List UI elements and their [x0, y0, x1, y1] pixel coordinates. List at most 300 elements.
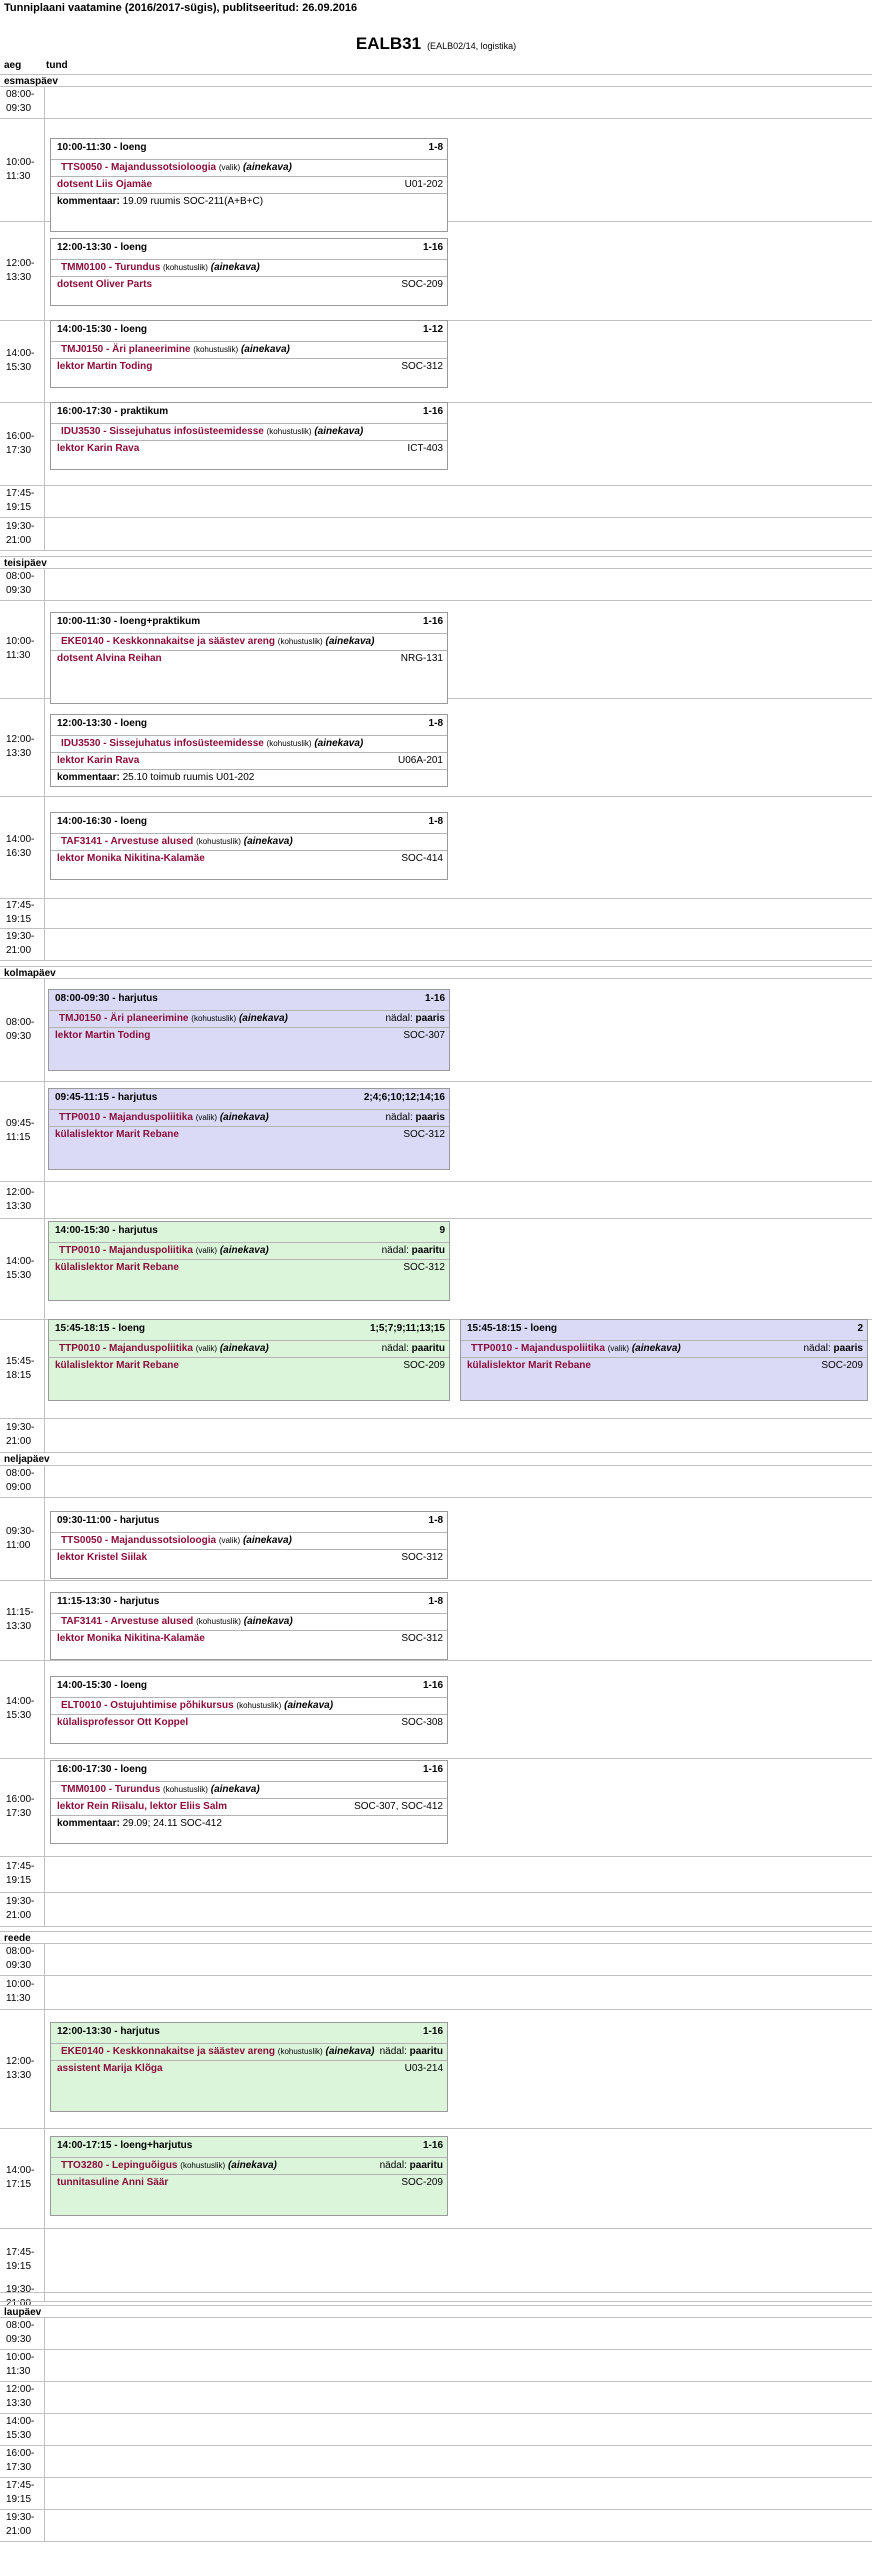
- room-label: U06A-201: [397, 755, 443, 766]
- teacher-link[interactable]: lektor Monika Nikitina-Kalamäe: [57, 853, 205, 864]
- subject-kind: (kohustuslik): [193, 345, 239, 354]
- day-label: esmaspäev: [4, 76, 58, 87]
- teacher-link[interactable]: lektor Martin Toding: [57, 361, 153, 372]
- lesson-header: 09:45-11:15 - harjutus 2;4;6;10;12;14;16: [49, 1089, 449, 1107]
- slot-divider: [0, 2009, 872, 2010]
- day-divider: [0, 1931, 872, 1932]
- room-label: SOC-308: [401, 1717, 443, 1728]
- lesson-card[interactable]: [50, 1760, 448, 1844]
- slot-divider: [0, 2301, 872, 2302]
- teacher-row: [51, 752, 447, 769]
- subject-link[interactable]: IDU3530 - Sissejuhatus infosüsteemidesse: [61, 738, 264, 749]
- subject-kind: (valik): [195, 1246, 218, 1255]
- slot-divider: [0, 2228, 872, 2229]
- lesson-groups: 1-16: [422, 2140, 443, 2151]
- time-slot-label: 14:00- 15:30: [6, 1255, 35, 1281]
- slot-divider: [0, 1926, 872, 1927]
- teacher-row: [51, 1549, 447, 1566]
- time-slot-label: 08:00- 09:30: [6, 89, 35, 114]
- group-name: EALB31: [355, 34, 422, 53]
- curriculum-link[interactable]: (ainekava): [219, 1343, 269, 1354]
- time-column-divider: [44, 1943, 45, 2301]
- lesson-card[interactable]: [50, 714, 448, 787]
- slot-divider: [0, 1943, 872, 1944]
- lesson-card[interactable]: [48, 989, 450, 1071]
- week-parity: nädal: paaris: [385, 1112, 445, 1123]
- room-label: SOC-209: [401, 2177, 443, 2188]
- curriculum-link[interactable]: (ainekava): [325, 636, 375, 647]
- comment-row: [51, 769, 447, 786]
- week-parity-value: paaris: [833, 1343, 863, 1354]
- room-label: SOC-414: [401, 853, 443, 864]
- time-column-divider: [44, 2317, 45, 2541]
- subject-link[interactable]: TTP0010 - Majanduspoliitika: [59, 1112, 193, 1123]
- week-parity: nädal: paaritu: [379, 2046, 443, 2057]
- time-slot-label: 17:45- 19:15: [6, 900, 35, 925]
- room-label: SOC-312: [401, 361, 443, 372]
- slot-divider: [0, 796, 872, 797]
- subject-link[interactable]: TTP0010 - Majanduspoliitika: [471, 1343, 605, 1354]
- teacher-link[interactable]: dotsent Liis Ojamäe: [57, 179, 153, 190]
- day-label: reede: [4, 1933, 31, 1944]
- time-slot-label: 09:30- 11:00: [6, 1525, 35, 1551]
- lesson-groups: 2: [857, 1323, 863, 1334]
- curriculum-link[interactable]: (ainekava): [219, 1112, 269, 1123]
- teacher-row: [51, 276, 447, 293]
- slot-divider: [0, 1758, 872, 1759]
- time-slot-label: 17:45- 19:15: [6, 1861, 35, 1886]
- subject-kind: (valik): [607, 1344, 630, 1353]
- subject-kind: (kohustuslik): [180, 2161, 226, 2170]
- lesson-groups: 1-8: [428, 1515, 443, 1526]
- lesson-groups: 1-16: [422, 2026, 443, 2037]
- lesson-groups: 2;4;6;10;12;14;16: [363, 1092, 445, 1103]
- subject-link[interactable]: TAF3141 - Arvestuse alused: [61, 836, 194, 847]
- subject-row: [51, 1697, 447, 1714]
- subject-row: [51, 341, 447, 358]
- slot-divider: [0, 2541, 872, 2542]
- time-slot-label: 19:30- 21:00: [6, 1896, 35, 1921]
- lesson-card[interactable]: [48, 1319, 450, 1401]
- week-parity: nädal: paaris: [385, 1013, 445, 1024]
- subject-row: [461, 1340, 867, 1357]
- time-slot-label: 08:00- 09:00: [6, 1468, 35, 1493]
- lesson-groups: 1-16: [422, 1764, 443, 1775]
- time-slot-label: 09:45- 11:15: [6, 1118, 35, 1143]
- day-label: laupäev: [4, 2307, 42, 2318]
- curriculum-link[interactable]: (ainekava): [243, 1616, 293, 1627]
- time-column-divider: [44, 568, 45, 960]
- teacher-row: [51, 176, 447, 193]
- teacher-row: [51, 2174, 447, 2191]
- lesson-card[interactable]: [50, 138, 448, 232]
- slot-divider: [0, 118, 872, 119]
- subject-row: [51, 2043, 447, 2060]
- slot-divider: [0, 1418, 872, 1419]
- subject-kind: (valik): [195, 1344, 218, 1353]
- week-parity-value: paaris: [415, 1112, 445, 1123]
- teacher-link[interactable]: lektor Rein Riisalu, lektor Eliis Salm: [57, 1801, 228, 1812]
- day-divider: [0, 2305, 872, 2306]
- lesson-card[interactable]: [50, 612, 448, 704]
- teacher-link[interactable]: lektor Karin Rava: [57, 755, 140, 766]
- slot-divider: [0, 1975, 872, 1976]
- slot-divider: [0, 1081, 872, 1082]
- curriculum-link[interactable]: (ainekava): [314, 738, 364, 749]
- time-slot-label: 17:45- 19:15: [6, 488, 35, 513]
- slot-divider: [0, 550, 872, 551]
- teacher-row: [51, 850, 447, 867]
- page-title: Tunniplaani vaatamine (2016/2017-sügis), publitseeritud: 26.09.2016: [4, 2, 358, 14]
- subject-link[interactable]: TMM0100 - Turundus: [61, 1784, 161, 1795]
- curriculum-link[interactable]: (ainekava): [227, 2160, 277, 2171]
- teacher-row: [49, 1027, 449, 1044]
- comment-text: 25.10 toimub ruumis U01-202: [119, 772, 255, 783]
- curriculum-link[interactable]: (ainekava): [284, 1700, 334, 1711]
- subject-link[interactable]: TMM0100 - Turundus: [61, 262, 161, 273]
- slot-divider: [0, 2128, 872, 2129]
- lesson-groups: 1-8: [428, 718, 443, 729]
- teacher-row: [51, 2060, 447, 2077]
- teacher-row: [49, 1126, 449, 1143]
- room-label: SOC-312: [403, 1262, 445, 1273]
- subject-kind: (kohustuslik): [163, 1785, 208, 1794]
- teacher-row: [461, 1357, 867, 1374]
- slot-divider: [0, 86, 872, 87]
- slot-divider: [0, 2349, 872, 2350]
- curriculum-link[interactable]: (ainekava): [314, 426, 364, 437]
- subject-kind: (kohustuslik): [196, 837, 241, 846]
- lesson-header: 10:00-11:30 - loeng 1-8: [51, 139, 447, 157]
- subject-kind: (kohustuslik): [266, 739, 312, 748]
- time-slot-label: 14:00- 15:30: [6, 1696, 35, 1721]
- comment-row: [51, 193, 447, 210]
- lesson-header: 10:00-11:30 - loeng+praktikum 1-16: [51, 613, 447, 631]
- teacher-row: [49, 1259, 449, 1276]
- time-slot-label: 08:00- 09:30: [6, 571, 35, 596]
- time-slot-label: 12:00- 13:30: [6, 2384, 35, 2409]
- comment-text: 29.09; 24.11 SOC-412: [119, 1818, 222, 1829]
- lesson-card[interactable]: [50, 402, 448, 470]
- teacher-link[interactable]: külalislektor Marit Rebane: [467, 1360, 591, 1371]
- lesson-groups: 1-16: [422, 616, 443, 627]
- week-parity-value: paaritu: [409, 2046, 443, 2057]
- day-label: kolmapäev: [4, 968, 56, 979]
- curriculum-link[interactable]: (ainekava): [631, 1343, 681, 1354]
- subject-link[interactable]: ELT0010 - Ostujuhtimise põhikursus: [61, 1700, 234, 1711]
- time-slot-label: 19:30- 21:00: [6, 2512, 35, 2537]
- week-parity-value: paaritu: [411, 1343, 445, 1354]
- lesson-groups: 1-8: [428, 1596, 443, 1607]
- comment-label: kommentaar:: [57, 772, 120, 783]
- lesson-card[interactable]: [50, 1592, 448, 1660]
- time-slot-label: 17:45- 19:15: [6, 2247, 35, 2272]
- week-parity: nädal: paaritu: [379, 2160, 443, 2171]
- slot-divider: [0, 898, 872, 899]
- subject-link[interactable]: TTP0010 - Majanduspoliitika: [59, 1343, 193, 1354]
- time-slot-label: 10:00- 11:30: [6, 636, 35, 661]
- day-divider: [0, 966, 872, 967]
- lesson-header: 08:00-09:30 - harjutus 1-16: [49, 990, 449, 1008]
- slot-divider: [0, 2509, 872, 2510]
- subject-link[interactable]: IDU3530 - Sissejuhatus infosüsteemidesse: [61, 426, 264, 437]
- slot-divider: [0, 485, 872, 486]
- slot-divider: [0, 2413, 872, 2414]
- subject-kind: (valik): [195, 1113, 218, 1122]
- week-parity-value: paaritu: [409, 2160, 443, 2171]
- curriculum-link[interactable]: (ainekava): [242, 162, 292, 173]
- room-label: U01-202: [404, 179, 443, 190]
- time-slot-label: 08:00- 09:30: [6, 1946, 35, 1971]
- subject-row: [51, 833, 447, 850]
- subject-kind: (kohustuslik): [277, 2047, 323, 2056]
- time-slot-label: 16:00- 17:30: [6, 430, 35, 456]
- slot-divider: [0, 1580, 872, 1581]
- subject-link[interactable]: EKE0140 - Keskkonnakaitse ja säästev areng: [61, 2046, 276, 2057]
- curriculum-link[interactable]: (ainekava): [238, 1013, 288, 1024]
- lesson-groups: 1-8: [428, 816, 443, 827]
- room-label: SOC-209: [401, 279, 443, 290]
- day-label: teisipäev: [4, 558, 47, 569]
- subject-row: [49, 1010, 449, 1027]
- week-parity-value: paaris: [415, 1013, 445, 1024]
- time-slot-label: 15:45- 18:15: [6, 1355, 35, 1381]
- lesson-groups: 1-8: [428, 142, 443, 153]
- slot-divider: [0, 1660, 872, 1661]
- slot-divider: [0, 2292, 872, 2293]
- teacher-link[interactable]: külalislektor Marit Rebane: [55, 1262, 179, 1273]
- subject-kind: (kohustuslik): [196, 1617, 241, 1626]
- time-slot-label: 14:00- 16:30: [6, 834, 35, 859]
- subject-link[interactable]: TMJ0150 - Äri planeerimine: [61, 344, 191, 355]
- subject-row: [51, 2157, 447, 2174]
- column-header-lesson: tund: [46, 60, 68, 71]
- subject-kind: (valik): [218, 1536, 241, 1545]
- room-label: NRG-131: [400, 653, 443, 664]
- subject-row: [49, 1242, 449, 1259]
- day-label: neljapäev: [4, 1454, 50, 1465]
- time-column-divider: [44, 978, 45, 1452]
- slot-divider: [0, 2477, 872, 2478]
- lesson-header: 14:00-17:15 - loeng+harjutus 1-16: [51, 2137, 447, 2155]
- lesson-groups: 1-16: [424, 993, 445, 1004]
- teacher-link[interactable]: külalisprofessor Ott Koppel: [57, 1717, 189, 1728]
- teacher-link[interactable]: assistent Marija Klõga: [57, 2063, 163, 2074]
- teacher-row: [51, 650, 447, 667]
- lesson-header: 16:00-17:30 - praktikum 1-16: [51, 403, 447, 421]
- teacher-row: [51, 1798, 447, 1815]
- curriculum-link[interactable]: (ainekava): [219, 1245, 269, 1256]
- day-divider: [0, 1452, 872, 1453]
- room-label: SOC-312: [401, 1552, 443, 1563]
- slot-divider: [0, 2381, 872, 2382]
- comment-text: 19.09 ruumis SOC-211(A+B+C): [119, 196, 264, 207]
- group-subtitle: (EALB02/14, logistika): [427, 41, 517, 51]
- slot-divider: [0, 600, 872, 601]
- teacher-link[interactable]: tunnitasuline Anni Säär: [57, 2177, 169, 2188]
- comment-label: kommentaar:: [57, 1818, 120, 1829]
- comment-row: [51, 1815, 447, 1832]
- lesson-groups: 1-16: [422, 1680, 443, 1691]
- lesson-groups: 1-12: [422, 324, 443, 335]
- curriculum-link[interactable]: (ainekava): [210, 262, 260, 273]
- subject-row: [51, 159, 447, 176]
- lesson-header: 11:15-13:30 - harjutus 1-8: [51, 1593, 447, 1611]
- time-slot-label: 19:30- 21:00: [6, 520, 35, 546]
- subject-link[interactable]: EKE0140 - Keskkonnakaitse ja säästev areng: [61, 636, 276, 647]
- subject-link[interactable]: TAF3141 - Arvestuse alused: [61, 1616, 194, 1627]
- lesson-header: 14:00-15:30 - loeng 1-16: [51, 1677, 447, 1695]
- subject-link[interactable]: TTO3280 - Lepinguõigus: [61, 2160, 178, 2171]
- teacher-row: [51, 1714, 447, 1731]
- teacher-link[interactable]: dotsent Oliver Parts: [57, 279, 153, 290]
- subject-kind: (kohustuslik): [266, 427, 312, 436]
- subject-link[interactable]: TTS0050 - Majandussotsioloogia: [61, 1535, 217, 1546]
- day-divider: [0, 556, 872, 557]
- teacher-link[interactable]: lektor Kristel Siilak: [57, 1552, 148, 1563]
- teacher-link[interactable]: dotsent Alvina Reihan: [57, 653, 162, 664]
- subject-kind: (kohustuslik): [191, 1014, 237, 1023]
- time-slot-label: 10:00- 11:30: [6, 2352, 35, 2377]
- teacher-link[interactable]: lektor Monika Nikitina-Kalamäe: [57, 1633, 205, 1644]
- subject-kind: (kohustuslik): [163, 263, 208, 272]
- time-slot-label: 19:30- 21:00: [6, 931, 35, 956]
- teacher-row: [51, 440, 447, 457]
- room-label: SOC-312: [403, 1129, 445, 1140]
- teacher-link[interactable]: külalislektor Marit Rebane: [55, 1129, 179, 1140]
- lesson-header: 09:30-11:00 - harjutus 1-8: [51, 1512, 447, 1530]
- lesson-card[interactable]: [50, 1676, 448, 1744]
- subject-row: [51, 1613, 447, 1630]
- teacher-row: [51, 358, 447, 375]
- time-slot-label: 16:00- 17:30: [6, 1794, 35, 1819]
- time-slot-label: 14:00- 15:30: [6, 2416, 35, 2441]
- lesson-card[interactable]: [50, 2136, 448, 2216]
- curriculum-link[interactable]: (ainekava): [242, 1535, 292, 1546]
- room-label: U03-214: [404, 2063, 443, 2074]
- subject-row: [51, 735, 447, 752]
- time-slot-label: 14:00- 15:30: [6, 348, 35, 373]
- slot-divider: [0, 960, 872, 961]
- subject-row: [51, 1532, 447, 1549]
- lesson-card[interactable]: [48, 1088, 450, 1170]
- subject-row: [51, 259, 447, 276]
- teacher-row: [51, 1630, 447, 1647]
- lesson-header: 14:00-16:30 - loeng 1-8: [51, 813, 447, 831]
- lesson-groups: 9: [439, 1225, 445, 1236]
- lesson-header: 12:00-13:30 - loeng 1-16: [51, 239, 447, 257]
- lesson-header: 14:00-15:30 - harjutus 9: [49, 1222, 449, 1240]
- week-parity-value: paaritu: [411, 1245, 445, 1256]
- time-slot-label: 17:45- 19:15: [6, 2480, 35, 2505]
- lesson-header: 12:00-13:30 - loeng 1-8: [51, 715, 447, 733]
- lesson-card[interactable]: [50, 812, 448, 880]
- week-parity: nädal: paaris: [803, 1343, 863, 1354]
- slot-divider: [0, 1181, 872, 1182]
- room-label: SOC-307, SOC-412: [354, 1801, 443, 1812]
- curriculum-link[interactable]: (ainekava): [210, 1784, 260, 1795]
- time-slot-label: 19:30- 21:00: [6, 2283, 35, 2309]
- slot-divider: [0, 1465, 872, 1466]
- curriculum-link[interactable]: (ainekava): [240, 344, 290, 355]
- lesson-card[interactable]: [50, 238, 448, 306]
- lesson-header: 16:00-17:30 - loeng 1-16: [51, 1761, 447, 1779]
- lesson-header: 15:45-18:15 - loeng 2: [461, 1320, 867, 1338]
- lesson-groups: 1;5;7;9;11;13;15: [369, 1323, 445, 1334]
- time-slot-label: 16:00- 17:30: [6, 2448, 35, 2473]
- slot-divider: [0, 517, 872, 518]
- time-slot-label: 08:00- 09:30: [6, 1016, 35, 1042]
- time-slot-label: 14:00- 17:15: [6, 2165, 35, 2190]
- lesson-groups: 1-16: [422, 242, 443, 253]
- day-divider: [0, 74, 872, 75]
- time-slot-label: 11:15- 13:30: [6, 1607, 34, 1632]
- lesson-card[interactable]: [50, 2022, 448, 2112]
- lesson-card[interactable]: [50, 320, 448, 388]
- lesson-card[interactable]: [460, 1319, 868, 1401]
- subject-link[interactable]: TTS0050 - Majandussotsioloogia: [61, 162, 217, 173]
- room-label: ICT-403: [407, 443, 443, 454]
- slot-divider: [0, 2445, 872, 2446]
- lesson-header: 12:00-13:30 - harjutus 1-16: [51, 2023, 447, 2041]
- lesson-header: 15:45-18:15 - loeng 1;5;7;9;11;13;15: [49, 1320, 449, 1338]
- week-parity: nädal: paaritu: [381, 1343, 445, 1354]
- time-slot-label: 19:30- 21:00: [6, 1422, 35, 1447]
- column-header-time: aeg: [4, 60, 22, 71]
- comment-label: kommentaar:: [57, 196, 120, 207]
- subject-link[interactable]: TMJ0150 - Äri planeerimine: [59, 1013, 189, 1024]
- slot-divider: [0, 1218, 872, 1219]
- slot-divider: [0, 928, 872, 929]
- slot-divider: [0, 568, 872, 569]
- time-slot-label: 08:00- 09:30: [6, 2320, 35, 2345]
- subject-row: [51, 1781, 447, 1798]
- time-slot-label: 12:00- 13:30: [6, 1186, 35, 1212]
- time-slot-label: 10:00- 11:30: [6, 156, 35, 182]
- slot-divider: [0, 978, 872, 979]
- subject-kind: (kohustuslik): [277, 637, 323, 646]
- subject-row: [51, 423, 447, 440]
- slot-divider: [0, 1856, 872, 1857]
- teacher-link[interactable]: lektor Martin Toding: [55, 1030, 151, 1041]
- time-slot-label: 12:00- 13:30: [6, 734, 35, 759]
- room-label: SOC-209: [403, 1360, 445, 1371]
- subject-row: [49, 1109, 449, 1126]
- time-slot-label: 12:00- 13:30: [6, 2055, 35, 2081]
- time-slot-label: 12:00- 13:30: [6, 257, 35, 283]
- subject-kind: (kohustuslik): [236, 1701, 282, 1710]
- slot-divider: [0, 2317, 872, 2318]
- lesson-groups: 1-16: [422, 406, 443, 417]
- teacher-link[interactable]: külalislektor Marit Rebane: [55, 1360, 179, 1371]
- subject-row: [49, 1340, 449, 1357]
- subject-kind: (valik): [218, 163, 241, 172]
- teacher-link[interactable]: lektor Karin Rava: [57, 443, 140, 454]
- lesson-header: 14:00-15:30 - loeng 1-12: [51, 321, 447, 339]
- curriculum-link[interactable]: (ainekava): [325, 2046, 375, 2057]
- room-label: SOC-209: [821, 1360, 863, 1371]
- lesson-card[interactable]: [50, 1511, 448, 1579]
- slot-divider: [0, 1892, 872, 1893]
- subject-link[interactable]: TTP0010 - Majanduspoliitika: [59, 1245, 193, 1256]
- room-label: SOC-312: [401, 1633, 443, 1644]
- curriculum-link[interactable]: (ainekava): [243, 836, 293, 847]
- week-parity: nädal: paaritu: [381, 1245, 445, 1256]
- room-label: SOC-307: [403, 1030, 445, 1041]
- slot-divider: [0, 1497, 872, 1498]
- teacher-row: [49, 1357, 449, 1374]
- lesson-card[interactable]: [48, 1221, 450, 1301]
